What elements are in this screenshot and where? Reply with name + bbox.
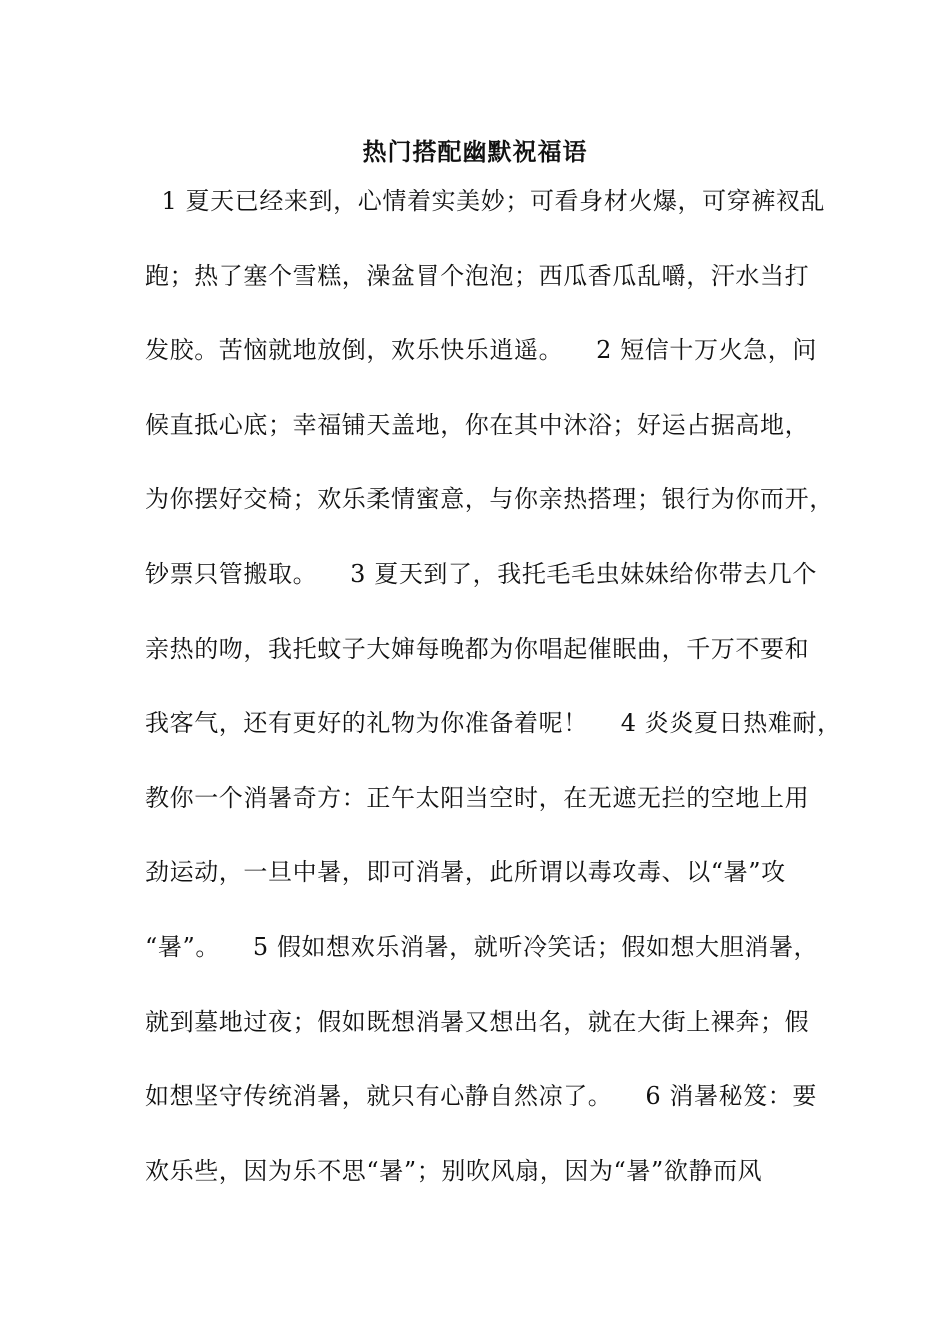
text-line: 就到墓地过夜；假如既想消暑又想出名，就在大街上裸奔；假 bbox=[145, 1007, 810, 1036]
text-line: 1 夏天已经来到，心情着实美妙；可看身材火爆，可穿裤衩乱 bbox=[145, 187, 826, 215]
text-line: “暑”。 5 假如想欢乐消暑，就听冷笑话；假如想大胆消暑， bbox=[145, 932, 819, 961]
text-line: 欢乐些，因为乐不思“暑”；别吹风扇，因为“暑”欲静而风 bbox=[145, 1156, 763, 1185]
text-line: 跑；热了塞个雪糕，澡盆冒个泡泡；西瓜香瓜乱嚼，汗水当打 bbox=[145, 261, 810, 290]
text-line: 亲热的吻，我托蚊子大婶每晚都为你唱起催眠曲，千万不要和 bbox=[145, 634, 810, 663]
document-body bbox=[145, 183, 842, 1227]
document-title: 热门搭配幽默祝福语 bbox=[362, 137, 588, 166]
text-line: 劲运动，一旦中暑，即可消暑，此所谓以毒攻毒、以“暑”攻 bbox=[145, 858, 786, 887]
text-line: 我客气，还有更好的礼物为你准备着呢！ 4 炎炎夏日热难耐， bbox=[145, 709, 842, 738]
text-line: 候直抵心底；幸福铺天盖地，你在其中沐浴；好运占据高地， bbox=[145, 410, 810, 439]
text-line: 为你摆好交椅；欢乐柔情蜜意，与你亲热搭理；银行为你而开， bbox=[145, 485, 834, 514]
text-line: 教你一个消暑奇方：正午太阳当空时，在无遮无拦的空地上用 bbox=[145, 783, 810, 812]
text-line: 如想坚守传统消暑，就只有心静自然凉了。 6 消暑秘笈：要 bbox=[145, 1082, 818, 1111]
text-line: 钞票只管搬取。 3 夏天到了，我托毛毛虫妹妹给你带去几个 bbox=[145, 559, 818, 588]
text-line: 发胶。苦恼就地放倒，欢乐快乐逍遥。 2 短信十万火急，问 bbox=[145, 336, 818, 365]
